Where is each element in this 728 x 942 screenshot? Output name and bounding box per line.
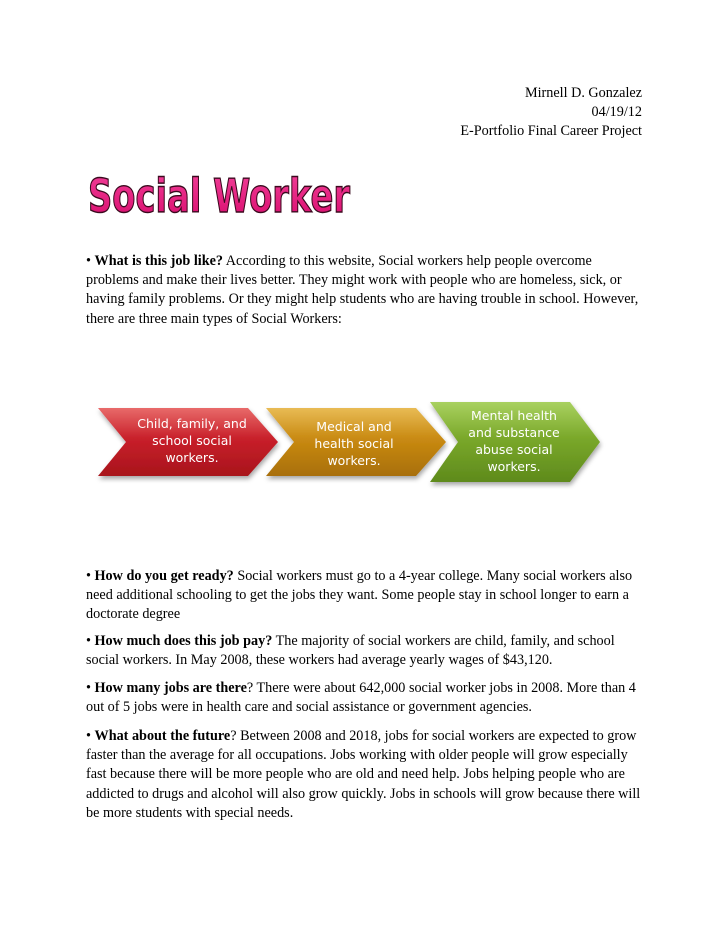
page-title-text: Social Worker xyxy=(88,169,351,223)
diagram-step-1 xyxy=(98,408,278,476)
diagram-step-2-line-2: health social xyxy=(314,436,394,451)
document-header xyxy=(460,84,642,141)
paragraph-job-description xyxy=(86,252,646,329)
diagram-step-1-line-3: workers. xyxy=(165,450,219,465)
diagram-step-2 xyxy=(266,408,446,476)
paragraph-text: Social workers must go to a 4-year college. Many social workers also need additional schooling to get the jobs they want. Some people stay in school longer to earn a doctorate degree xyxy=(86,568,633,623)
paragraph-text: ? There were about 642,000 social worker jobs in 2008. More than 4 out of 5 jobs were in health care and social assistance or government agencies. xyxy=(86,680,636,716)
diagram-step-2-line-3: workers. xyxy=(327,453,381,468)
paragraph-text: ? Between 2008 and 2018, jobs for social workers are expected to grow faster than the average for all occupations. Jobs working with older people will grow especially fast because there will be more people who are old and need help. Jobs helping people who are addicted to drugs and alcohol will also grow quickly. Jobs in schools will grow because there will be more students with special needs. xyxy=(86,728,641,821)
diagram-step-3-line-4: workers. xyxy=(487,459,541,474)
diagram-step-1-line-1: Child, family, and xyxy=(137,416,247,431)
diagram-step-3-line-1: Mental health xyxy=(471,408,557,423)
paragraph-future xyxy=(86,727,646,823)
diagram-step-2-line-1: Medical and xyxy=(316,419,392,434)
paragraph-jobs-count xyxy=(86,679,646,717)
author-name: Mirnell D. Gonzalez xyxy=(524,85,642,101)
paragraph-lead: How do you get ready? xyxy=(94,568,234,584)
diagram-step-3-line-3: abuse social xyxy=(475,442,553,457)
paragraph-lead: How many jobs are there xyxy=(94,680,247,696)
diagram-step-3-line-2: and substance xyxy=(468,425,560,440)
project-name: E-Portfolio Final Career Project xyxy=(460,123,642,139)
document-date: 04/19/12 xyxy=(591,104,642,120)
paragraph-text: The majority of social workers are child, family, and school social workers. In May 2008, these workers had average yearly wages of $43,120. xyxy=(86,633,615,669)
paragraph-lead: How much does this job pay? xyxy=(94,633,273,649)
diagram-step-1-line-2: school social xyxy=(152,433,232,448)
paragraph-lead: What about the future xyxy=(94,728,231,744)
paragraph-lead: What is this job like? xyxy=(94,253,224,269)
paragraph-text: According to this website, Social workers help people overcome problems and make their lives better. They might work with people who are homeless, sick, or having family problems. Or they might help students who are having trouble in school. However, there are three main types of Social Workers: xyxy=(86,253,639,327)
bullet: • xyxy=(86,568,91,584)
bullet: • xyxy=(86,633,91,649)
diagram-step-3 xyxy=(430,402,600,482)
bullet: • xyxy=(86,253,91,269)
social-worker-types-diagram xyxy=(98,398,602,486)
page-title xyxy=(86,160,356,228)
bullet: • xyxy=(86,680,91,696)
paragraph-getting-ready xyxy=(86,567,646,625)
bullet: • xyxy=(86,728,91,744)
paragraph-pay xyxy=(86,632,646,670)
